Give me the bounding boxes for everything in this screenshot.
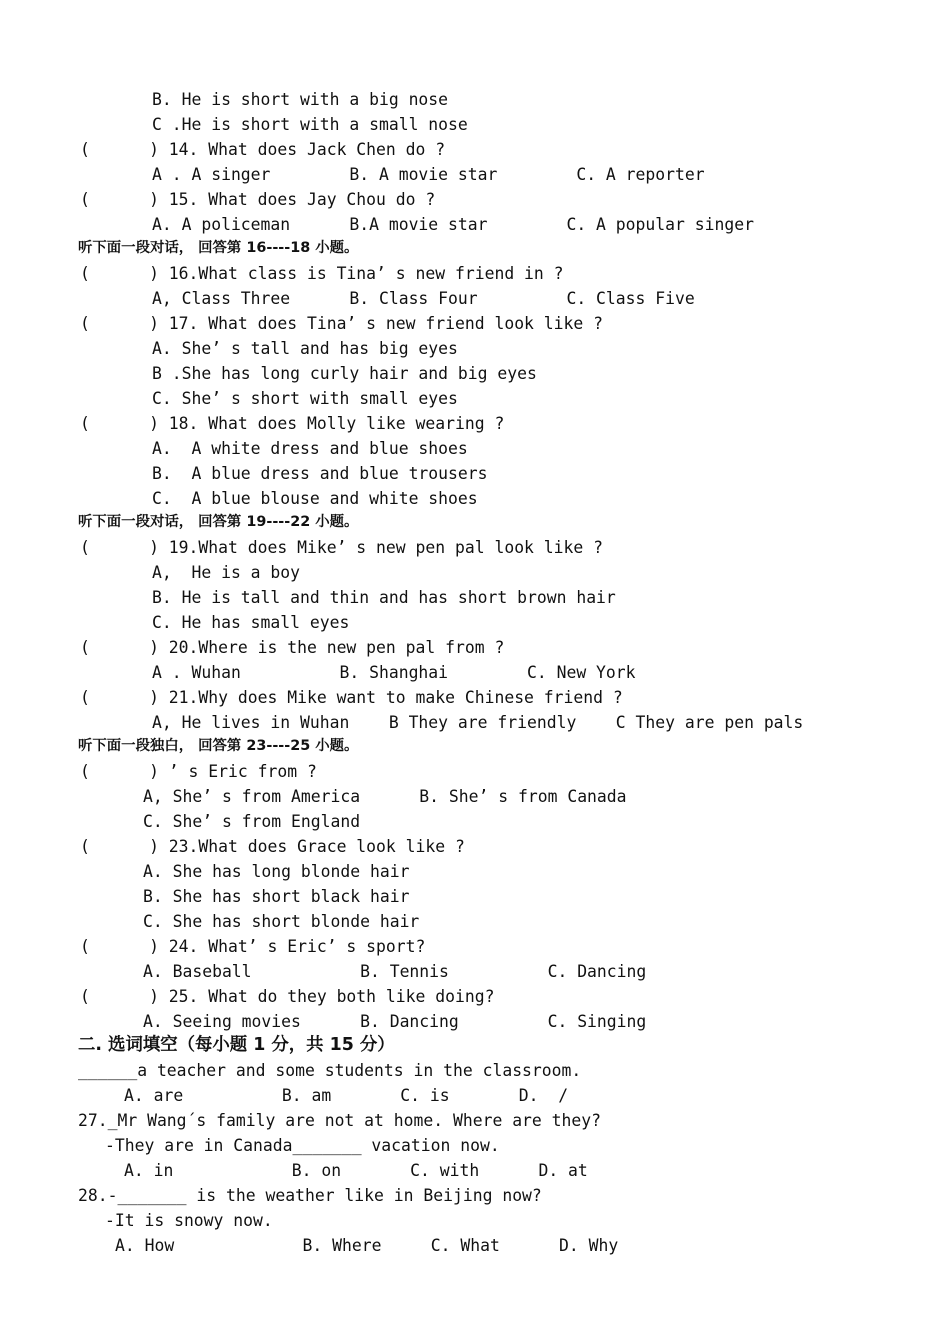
question-21: ( ) 21.Why does Mike want to make Chinese friend ? bbox=[80, 688, 623, 707]
q22-option-c: C. She’ s from England bbox=[143, 812, 361, 831]
question-23: ( ) 23.What does Grace look like ? bbox=[80, 837, 465, 856]
q18-option-c: C. A blue blouse and white shoes bbox=[152, 489, 478, 508]
question-14: ( ) 14. What does Jack Chen do ? bbox=[80, 140, 446, 159]
q17-option-a: A. She’ s tall and has big eyes bbox=[152, 339, 458, 358]
question-15: ( ) 15. What does Jay Chou do ? bbox=[80, 190, 436, 209]
q23-option-b: B. She has short black hair bbox=[143, 887, 410, 906]
q17-option-b: B .She has long curly hair and big eyes bbox=[152, 364, 537, 383]
q19-option-a: A, He is a boy bbox=[152, 563, 301, 582]
q18-option-a: A. A white dress and blue shoes bbox=[152, 439, 468, 458]
q23-option-a: A. She has long blonde hair bbox=[143, 862, 410, 881]
question-22: ( ) ’ s Eric from ? bbox=[80, 762, 317, 781]
section-2-heading: 二. 选词填空（每小题 1 分，共 15 分） bbox=[78, 1035, 395, 1055]
q27-answer-line: -They are in Canada_______ vacation now. bbox=[105, 1136, 500, 1155]
q21-options: A, He lives in Wuhan B They are friendly C They are pen pals bbox=[152, 713, 804, 732]
question-17: ( ) 17. What does Tina’ s new friend look like ? bbox=[80, 314, 604, 333]
q14-options: A . A singer B. A movie star C. A reporter bbox=[152, 165, 705, 184]
question-28: 28.-_______ is the weather like in Beijing now? bbox=[78, 1186, 542, 1205]
question-19: ( ) 19.What does Mike’ s new pen pal look like ? bbox=[80, 538, 604, 557]
listening-instruction-23-25: 听下面一段独白， 回答第 23----25 小题。 bbox=[78, 738, 359, 754]
q13-option-b: B. He is short with a big nose bbox=[152, 90, 449, 109]
question-24: ( ) 24. What’ s Eric’ s sport? bbox=[80, 937, 426, 956]
q13-option-c: C .He is short with a small nose bbox=[152, 115, 468, 134]
q25-options: A. Seeing movies B. Dancing C. Singing bbox=[143, 1012, 647, 1031]
listening-instruction-16-18: 听下面一段对话， 回答第 16----18 小题。 bbox=[78, 240, 359, 256]
question-18: ( ) 18. What does Molly like wearing ? bbox=[80, 414, 505, 433]
q27-options: A. in B. on C. with D. at bbox=[124, 1161, 588, 1180]
question-25: ( ) 25. What do they both like doing? bbox=[80, 987, 495, 1006]
question-26: ______a teacher and some students in the classroom. bbox=[78, 1061, 582, 1080]
q19-option-c: C. He has small eyes bbox=[152, 613, 350, 632]
q20-options: A . Wuhan B. Shanghai C. New York bbox=[152, 663, 636, 682]
q16-options: A, Class Three B. Class Four C. Class Five bbox=[152, 289, 695, 308]
q18-option-b: B. A blue dress and blue trousers bbox=[152, 464, 488, 483]
q26-options: A. are B. am C. is D. / bbox=[124, 1086, 569, 1105]
q19-option-b: B. He is tall and thin and has short brown hair bbox=[152, 588, 616, 607]
q24-options: A. Baseball B. Tennis C. Dancing bbox=[143, 962, 647, 981]
q22-options-ab: A, She’ s from America B. She’ s from Canada bbox=[143, 787, 627, 806]
q15-options: A. A policeman B.A movie star C. A popular singer bbox=[152, 215, 754, 234]
q17-option-c: C. She’ s short with small eyes bbox=[152, 389, 458, 408]
question-20: ( ) 20.Where is the new pen pal from ? bbox=[80, 638, 505, 657]
listening-instruction-19-22: 听下面一段对话， 回答第 19----22 小题。 bbox=[78, 514, 359, 530]
question-27: 27._Mr Wang´s family are not at home. Where are they? bbox=[78, 1111, 602, 1130]
question-16: ( ) 16.What class is Tina’ s new friend in ? bbox=[80, 264, 564, 283]
q23-option-c: C. She has short blonde hair bbox=[143, 912, 420, 931]
q28-options: A. How B. Where C. What D. Why bbox=[115, 1236, 619, 1255]
q28-answer-line: -It is snowy now. bbox=[105, 1211, 273, 1230]
